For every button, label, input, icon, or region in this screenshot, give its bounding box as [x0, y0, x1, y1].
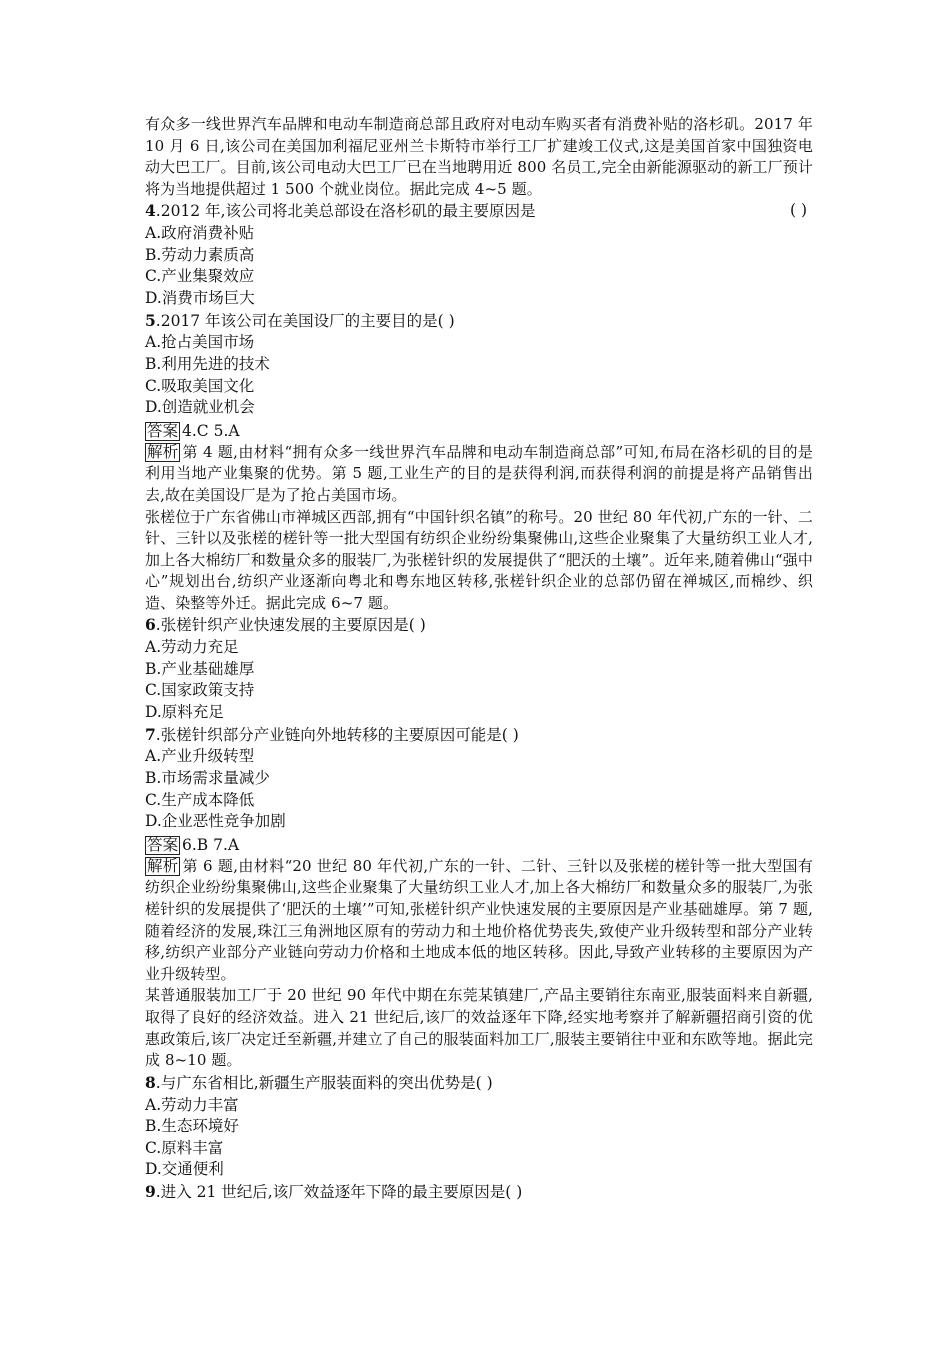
- option-d: D.原料充足: [145, 703, 224, 722]
- analysis-text: 第 6 题,由材料“20 世纪 80 年代初,广东的一针、二针、三针以及张槎的槎针等一批大型国有纺织企业纷纷集聚佛山,这些企业聚集了大量纺织工业人才,加上各大棉纺厂和数量众多的服装厂,为张槎针织的发展提供了‘肥沃的土壤’”可知,张槎针织产业快速发展的主要原因是产业基础雄厚。第 7 题,随着经济的发展,珠江三角洲地区原有的劳动力和土地价格优势丧失,致使产业升级转型和部分产业转移,纺织产业部分产业链向劳动力价格和土地成本低的地区转移。因此,导致产业转移的主要原因为产业升级转型。: [145, 856, 813, 983]
- question-9: [145, 1181, 813, 1204]
- passage-intro-4-5: 有众多一线世界汽车品牌和电动车制造商总部且政府对电动车购买者有消费补贴的洛杉矶。2017 年 10 月 6 日,该公司在美国加利福尼亚州兰卡斯特市举行工厂扩建竣工仪式,这是美国首家中国独资电动大巴工厂。目前,该公司电动大巴工厂已在当地聘用近 800 名员工,完全由新能源驱动的新工厂预计将为当地提供超过 1 500 个就业岗位。据此完成 4~5 题。: [145, 115, 813, 198]
- question-text: .2012 年,该公司将北美总部设在洛杉矶的最主要原因是: [155, 202, 536, 221]
- option-c: C.产业集聚效应: [145, 267, 255, 286]
- option-a: A.政府消费补贴: [145, 224, 255, 243]
- question-text: .张槎针织产业快速发展的主要原因是( ): [155, 616, 426, 635]
- answer-blank: ( ): [789, 201, 807, 220]
- passage-intro-8-10: 某普通服装加工厂于 20 世纪 90 年代中期在东莞某镇建厂,产品主要销往东南亚,服装面料来自新疆,取得了良好的经济效益。进入 21 世纪后,该厂的效益逐年下降,经实地考察并了解新疆招商引资的优惠政策后,该厂决定迁至新疆,并建立了自己的服装面料加工厂,服装主要销往中亚和东欧等地。据此完成 8~10 题。: [145, 986, 813, 1070]
- question-5: [145, 310, 813, 333]
- question-number: 6: [145, 615, 156, 635]
- analysis-tag: 解析: [147, 442, 179, 461]
- answer-line: [145, 420, 813, 442]
- question-number: 5: [145, 310, 156, 330]
- question-6: [145, 614, 813, 637]
- answer-text: 6.B 7.A: [182, 835, 240, 854]
- answer-tag: 答案: [147, 835, 179, 854]
- question-number: 7: [145, 724, 156, 744]
- question-text: .2017 年该公司在美国设厂的主要目的是( ): [155, 311, 455, 330]
- option-d: D.消费市场巨大: [145, 288, 255, 307]
- question-text: .张槎针织部分产业链向外地转移的主要原因可能是( ): [155, 725, 519, 744]
- question-text: .进入 21 世纪后,该厂效益逐年下降的最主要原因是( ): [155, 1182, 523, 1201]
- analysis-paragraph: [145, 442, 813, 507]
- option-c: C.生产成本降低: [145, 790, 255, 809]
- page-content: [145, 114, 813, 1204]
- option-a: A.抢占美国市场: [145, 333, 255, 352]
- option-c: C.国家政策支持: [145, 681, 255, 700]
- option-d: D.企业恶性竞争加剧: [145, 812, 286, 831]
- passage-intro-6-7: 张槎位于广东省佛山市禅城区西部,拥有“中国针织名镇”的称号。20 世纪 80 年代初,广东的一针、二针、三针以及张槎的槎针等一批大型国有纺织企业纷纷集聚佛山,这些企业聚集了大量纺织工业人才,加上各大棉纺厂和数量众多的服装厂,为张槎针织的发展提供了“肥沃的土壤”。近年来,随着佛山“强中心”规划出台,纺织产业逐渐向粤北和粤东地区转移,张槎针织企业的总部仍留在禅城区,而棉纱、织造、染整等外迁。据此完成 6~7 题。: [145, 507, 813, 612]
- analysis-tag: 解析: [147, 856, 179, 875]
- option-c: C.吸取美国文化: [145, 376, 255, 395]
- question-number: 9: [145, 1181, 156, 1201]
- question-4: [145, 200, 813, 223]
- option-c: C.原料丰富: [145, 1138, 224, 1157]
- answer-text: 4.C 5.A: [182, 421, 240, 440]
- question-8: [145, 1072, 813, 1095]
- option-b: B.劳动力素质高: [145, 245, 255, 264]
- option-b: B.生态环境好: [145, 1117, 239, 1136]
- answer-tag: 答案: [147, 421, 179, 440]
- option-d: D.交通便利: [145, 1160, 224, 1179]
- option-a: A.劳动力丰富: [145, 1095, 239, 1114]
- option-a: A.产业升级转型: [145, 747, 255, 766]
- question-number: 8: [145, 1072, 156, 1092]
- option-a: A.劳动力充足: [145, 638, 239, 657]
- option-d: D.创造就业机会: [145, 398, 255, 417]
- option-b: B.产业基础雄厚: [145, 659, 255, 678]
- question-text: .与广东省相比,新疆生产服装面料的突出优势是( ): [155, 1073, 493, 1092]
- question-number: 4: [145, 201, 156, 221]
- question-7: [145, 724, 813, 747]
- analysis-paragraph: [145, 856, 813, 986]
- answer-line: [145, 834, 813, 856]
- option-b: B.市场需求量减少: [145, 769, 270, 788]
- analysis-text: 第 4 题,由材料“拥有众多一线世界汽车品牌和电动车制造商总部”可知,布局在洛杉矶的目的是利用当地产业集聚的优势。第 5 题,工业生产的目的是获得利润,而获得利润的前提是将产品销售出去,故在美国设厂是为了抢占美国市场。: [145, 442, 813, 504]
- option-b: B.利用先进的技术: [145, 354, 270, 373]
